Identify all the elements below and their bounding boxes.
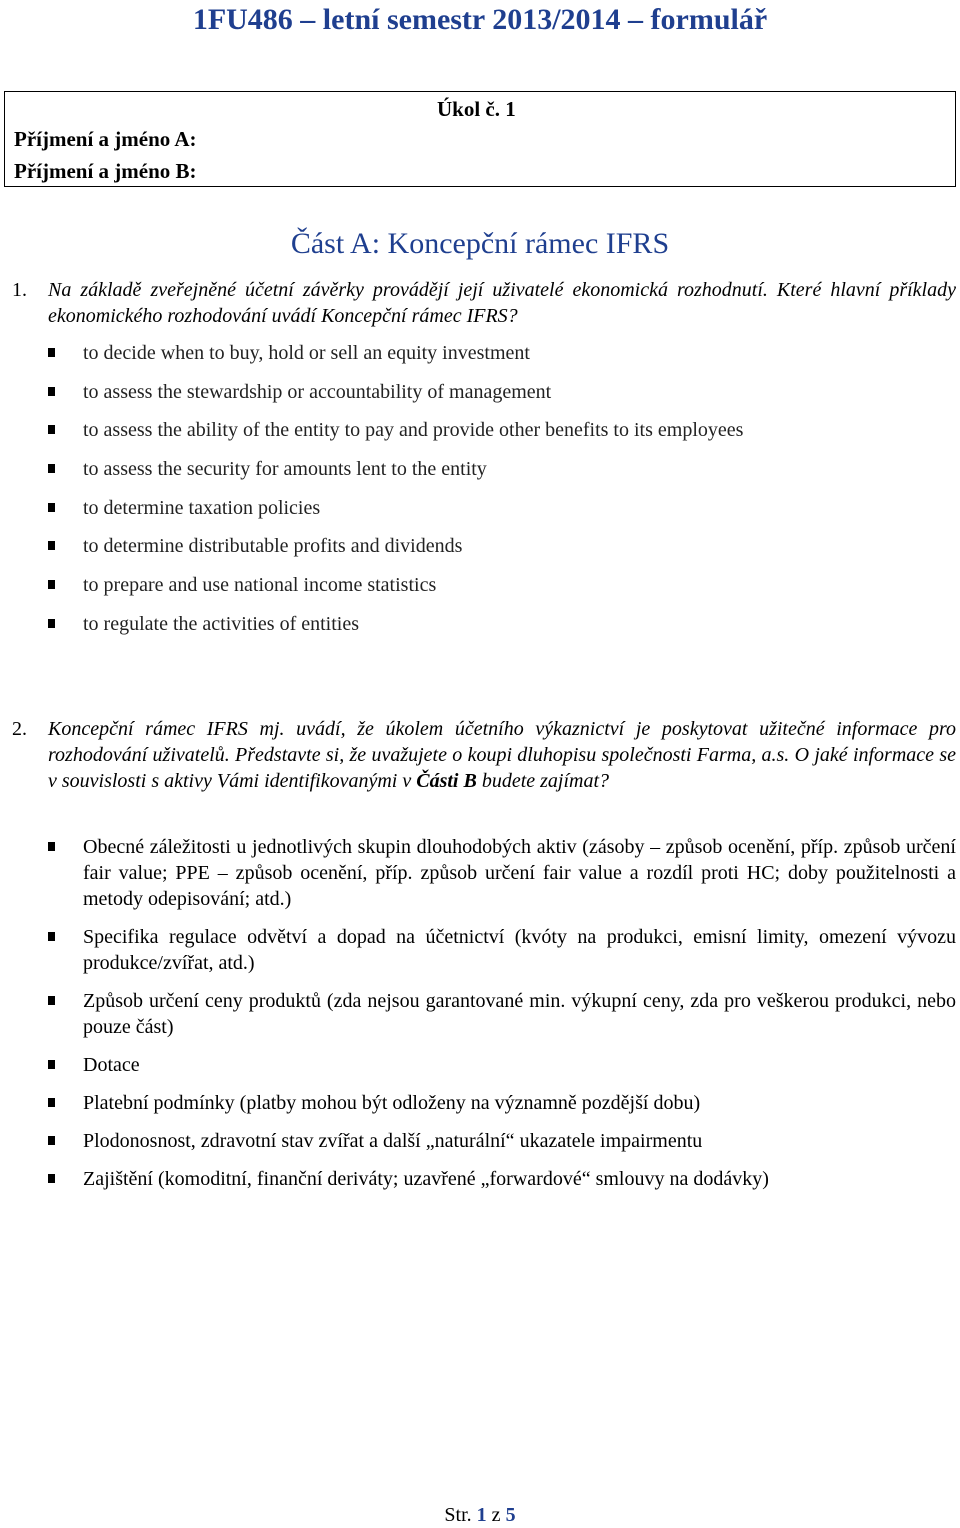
footer-separator: z <box>491 1504 501 1526</box>
square-bullet-icon <box>48 619 55 628</box>
square-bullet-icon <box>48 580 55 589</box>
list-item-text: to determine taxation policies <box>83 496 321 519</box>
task-label: Úkol č. 1 <box>437 97 516 121</box>
page-total: 5 <box>505 1504 516 1526</box>
list-item <box>48 1128 956 1154</box>
name-b-label: Příjmení a jméno B: <box>14 159 197 183</box>
list-item-text: to assess the stewardship or accountability of management <box>83 380 552 403</box>
question-text-part: budete zajímat? <box>476 770 610 792</box>
name-a-label: Příjmení a jméno A: <box>14 127 197 151</box>
square-bullet-icon <box>48 348 55 357</box>
square-bullet-icon <box>48 1136 55 1145</box>
question-2-answer-list <box>48 834 956 1204</box>
question-text <box>48 716 956 794</box>
square-bullet-icon <box>48 1098 55 1107</box>
square-bullet-icon <box>48 541 55 550</box>
square-bullet-icon <box>48 842 55 851</box>
square-bullet-icon <box>48 425 55 434</box>
square-bullet-icon <box>48 1174 55 1183</box>
list-item <box>48 988 956 1040</box>
footer-prefix: Str. <box>444 1504 472 1526</box>
list-item <box>48 495 956 521</box>
square-bullet-icon <box>48 996 55 1005</box>
question-1 <box>12 277 956 329</box>
question-text-emphasis: Části B <box>416 770 477 792</box>
square-bullet-icon <box>48 932 55 941</box>
list-item <box>48 340 956 366</box>
page-number: 1 <box>476 1504 487 1526</box>
question-2 <box>12 716 956 794</box>
question-number: 1. <box>12 279 27 301</box>
square-bullet-icon <box>48 503 55 512</box>
square-bullet-icon <box>48 387 55 396</box>
list-item <box>48 924 956 976</box>
section-title: Část A: Koncepční rámec IFRS <box>290 227 670 260</box>
document-title: 1FU486 – letní semestr 2013/2014 – formulář <box>192 3 768 36</box>
list-item <box>48 379 956 405</box>
question-1-answer-list <box>48 340 956 650</box>
question-text-part: Koncepční rámec IFRS mj. uvádí, že úkolem účetního výkaznictví je poskytovat užitečné informace pro rozhodování uživatelů. Představte si, že uvažujete o koupi dluhopisu společnosti Farma, a.s. O jaké informace se v souvislosti s aktivy Vámi identifikovanými v <box>48 718 956 792</box>
list-item <box>48 1090 956 1116</box>
list-item-text: Plodonosnost, zdravotní stav zvířat a další „naturální“ ukazatele impairmentu <box>83 1130 703 1152</box>
list-item-text: to decide when to buy, hold or sell an equity investment <box>83 342 530 364</box>
question-text: Na základě zveřejněné účetní závěrky provádějí její uživatelé ekonomická rozhodnutí. Které hlavní příklady ekonomického rozhodování uvádí Koncepční rámec IFRS? <box>48 279 956 327</box>
list-item-text: Platební podmínky (platby mohou být odloženy na významně pozdější dobu) <box>83 1092 701 1114</box>
square-bullet-icon <box>48 464 55 473</box>
list-item <box>48 417 956 443</box>
list-item <box>48 456 956 482</box>
list-item-text: Specifika regulace odvětví a dopad na účetnictví (kvóty na produkci, emisní limity, omezení vývozu produkce/zvířat, atd.) <box>83 926 956 974</box>
square-bullet-icon <box>48 1060 55 1069</box>
list-item-text: to determine distributable profits and dividends <box>83 535 463 558</box>
list-item-text: to regulate the activities of entities <box>83 612 360 635</box>
list-item-text: to prepare and use national income statistics <box>83 574 437 597</box>
list-item <box>48 1052 956 1078</box>
list-item <box>48 1166 956 1192</box>
list-item-text: to assess the security for amounts lent to the entity <box>83 458 487 481</box>
question-number: 2. <box>12 718 27 740</box>
page-footer <box>0 1502 960 1528</box>
list-item <box>48 834 956 912</box>
list-item <box>48 572 956 598</box>
list-item-text: Způsob určení ceny produktů (zda nejsou garantované min. výkupní ceny, zda pro veškerou produkci, nebo pouze část) <box>83 990 956 1038</box>
list-item-text: Zajištění (komoditní, finanční deriváty; uzavřené „forwardové“ smlouvy na dodávky) <box>83 1168 769 1190</box>
list-item <box>48 611 956 637</box>
list-item <box>48 533 956 559</box>
list-item-text: Dotace <box>83 1054 140 1076</box>
list-item-text: to assess the ability of the entity to pay and provide other benefits to its employees <box>83 419 744 442</box>
list-item-text: Obecné záležitosti u jednotlivých skupin dlouhodobých aktiv (zásoby – způsob ocenění, příp. způsob určení fair value; PPE – způsob ocenění, příp. způsob určení fair value a rozdíl proti HC; doby použitelnosti a metody odepisování; atd.) <box>83 836 956 910</box>
